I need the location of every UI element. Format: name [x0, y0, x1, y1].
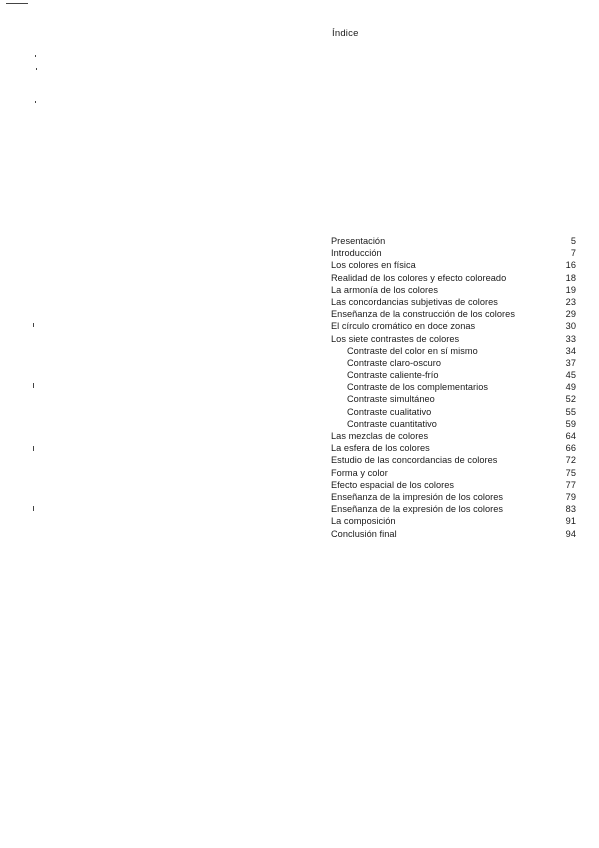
toc-entry-label: El círculo cromático en doce zonas: [331, 321, 476, 332]
toc-entry-label: Forma y color: [331, 467, 388, 478]
toc-entry-page-number: 16: [565, 260, 576, 271]
toc-entry-page-number: 66: [565, 443, 576, 454]
scan-speck: [33, 446, 34, 451]
toc-entry-label: Las concordancias subjetivas de colores: [331, 296, 498, 307]
page-title: Índice: [332, 28, 359, 39]
toc-entry-label: Enseñanza de la construcción de los colores: [331, 309, 515, 320]
toc-entry-label: La armonía de los colores: [331, 284, 438, 295]
toc-entry: [331, 406, 576, 418]
toc-entry-page-number: 64: [565, 431, 576, 441]
toc-entry: [331, 235, 576, 247]
toc-entry: [331, 284, 576, 296]
toc-entry-label: Los colores en física: [331, 260, 416, 271]
toc-entry: [331, 272, 576, 284]
toc-entry: [331, 418, 576, 430]
toc-entry-label: Los siete contrastes de colores: [331, 333, 460, 344]
toc-entry: [331, 259, 576, 271]
toc-entry: [331, 442, 576, 454]
toc-entry: [331, 320, 576, 332]
scan-speck: [33, 506, 34, 511]
toc-entry-page-number: 59: [565, 418, 576, 429]
toc-entry-page-number: 30: [565, 321, 576, 332]
toc-entry-page-number: 23: [565, 296, 576, 307]
toc-entry-page-number: 34: [565, 345, 576, 356]
toc-entry-label: Las mezclas de colores: [331, 431, 429, 441]
toc-entry-label: Conclusión final: [331, 528, 397, 539]
toc-entry: [331, 357, 576, 369]
toc-entry-label: Enseñanza de la expresión de los colores: [331, 504, 504, 515]
scan-speck: [33, 383, 34, 388]
toc-entry: [331, 467, 576, 479]
toc-entry: [331, 381, 576, 393]
toc-entry-page-number: 37: [565, 357, 576, 368]
toc-entry: [331, 393, 576, 405]
toc-entry-label: Contraste de los complementarios: [347, 382, 489, 393]
toc-entry-page-number: 33: [565, 333, 576, 344]
toc-entry: [331, 247, 576, 259]
toc-entry: [331, 491, 576, 503]
toc-entry-label: La composición: [331, 516, 396, 527]
toc-entry-page-number: 91: [565, 516, 576, 527]
table-of-contents: [331, 235, 576, 540]
toc-entry-label: Realidad de los colores y efecto coloreado: [331, 272, 507, 283]
toc-entry: [331, 296, 576, 308]
toc-entry-label: Introducción: [331, 248, 382, 259]
toc-entry-page-number: 19: [565, 284, 576, 295]
toc-entry: [331, 503, 576, 515]
toc-entry: [331, 345, 576, 357]
toc-entry-page-number: 29: [565, 309, 576, 320]
toc-entry-page-number: 5: [570, 236, 576, 246]
toc-entry-page-number: 72: [565, 455, 576, 466]
scan-speck: [35, 55, 36, 57]
toc-entry-page-number: 7: [570, 248, 576, 259]
scan-speck: [36, 68, 37, 70]
toc-entry: [331, 333, 576, 345]
toc-entry-label: Contraste cuantitativo: [347, 418, 437, 429]
toc-entry-label: Contraste caliente-frío: [347, 370, 439, 381]
toc-entry-page-number: 52: [565, 394, 576, 405]
toc-entry-label: Presentación: [331, 236, 386, 246]
toc-entry-page-number: 75: [565, 467, 576, 478]
toc-entry: [331, 308, 576, 320]
toc-entry-page-number: 94: [565, 528, 576, 539]
scan-speck: [33, 323, 34, 327]
toc-entry-page-number: 79: [565, 491, 576, 502]
toc-entry: [331, 479, 576, 491]
toc-entry-page-number: 55: [565, 406, 576, 417]
toc-entry: [331, 454, 576, 466]
toc-entry: [331, 430, 576, 442]
toc-entry: [331, 515, 576, 527]
scan-speck: [35, 101, 36, 103]
toc-entry-label: Estudio de las concordancias de colores: [331, 455, 498, 466]
toc-entry-label: Enseñanza de la impresión de los colores: [331, 491, 504, 502]
toc-entry: [331, 528, 576, 540]
toc-entry-label: Contraste simultáneo: [347, 394, 435, 405]
toc-entry-page-number: 49: [565, 382, 576, 393]
toc-entry-label: La esfera de los colores: [331, 443, 430, 454]
toc-entry: [331, 369, 576, 381]
toc-entry-label: Contraste cualitativo: [347, 406, 432, 417]
toc-entry-label: Contraste claro-oscuro: [347, 357, 442, 368]
toc-entry-label: Efecto espacial de los colores: [331, 479, 455, 490]
scan-speck: [6, 3, 28, 4]
toc-entry-page-number: 77: [565, 479, 576, 490]
toc-entry-label: Contraste del color en sí mismo: [347, 345, 478, 356]
toc-entry-page-number: 45: [565, 370, 576, 381]
toc-entry-page-number: 18: [565, 272, 576, 283]
toc-entry-page-number: 83: [565, 504, 576, 515]
